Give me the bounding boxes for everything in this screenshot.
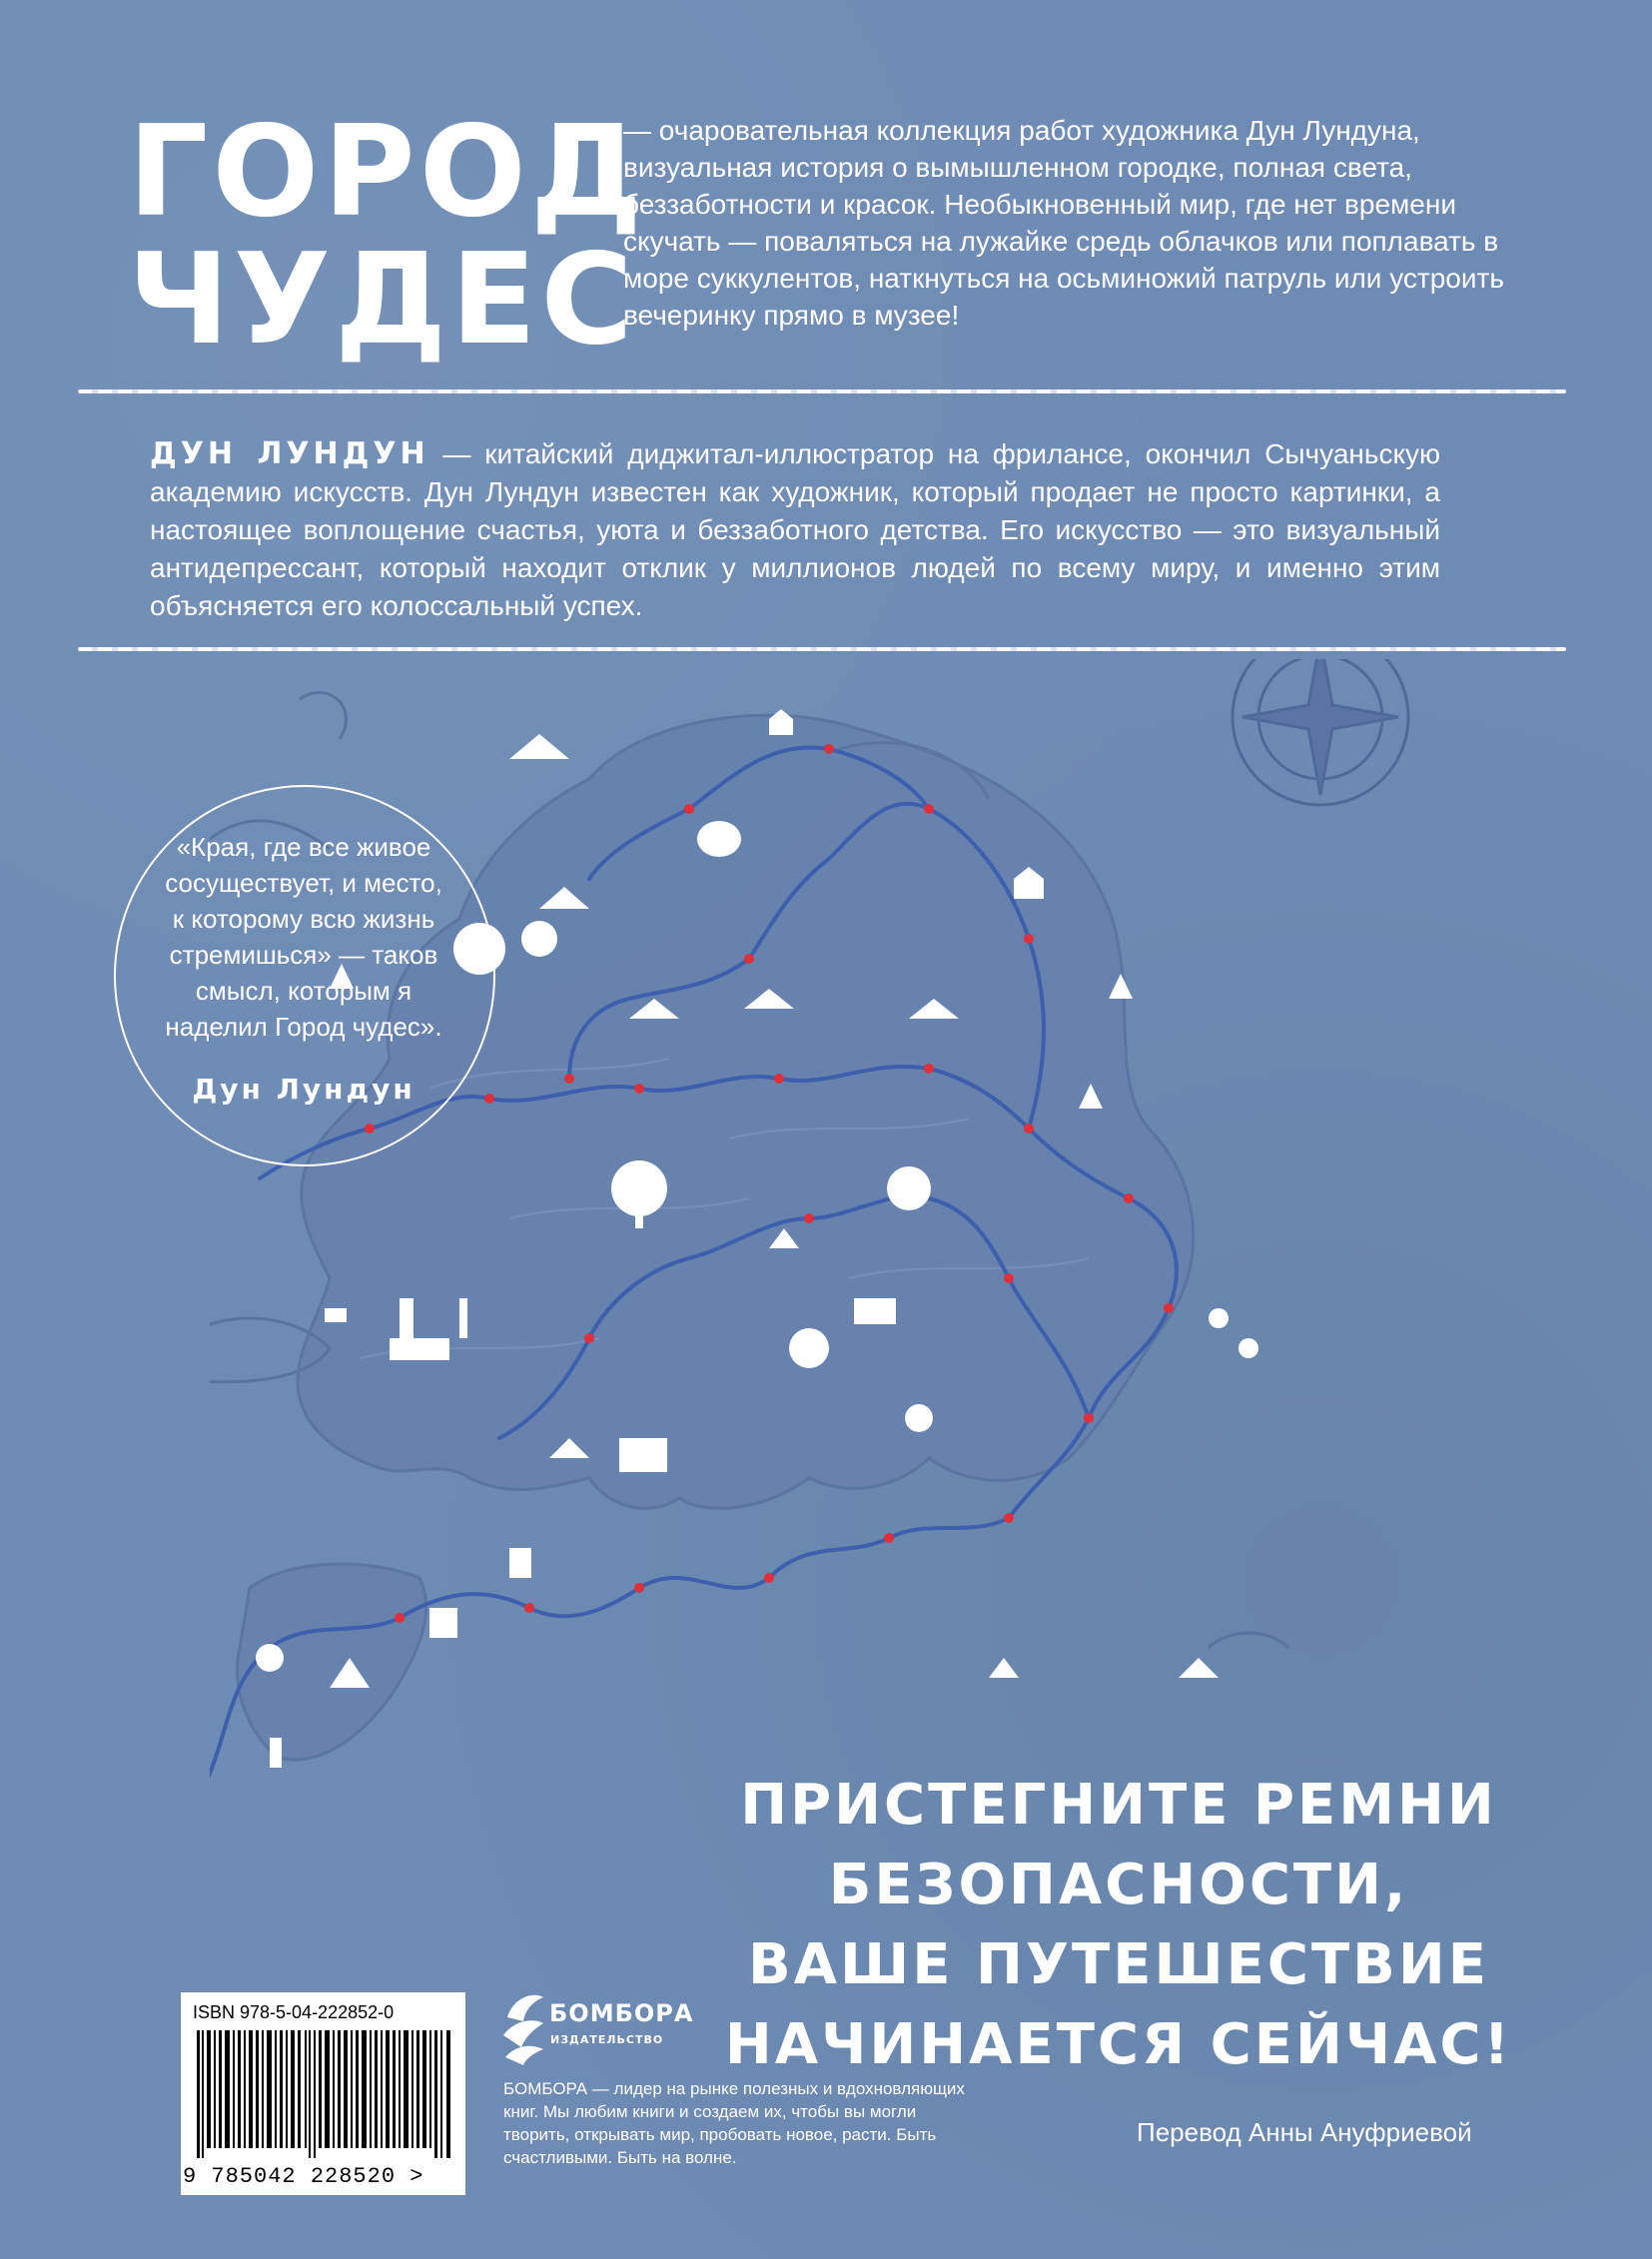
book-title-line-1: ГОРОД — [128, 98, 647, 245]
route-waypoint — [824, 744, 834, 754]
route-waypoint — [774, 1074, 784, 1084]
house-icon — [769, 719, 793, 735]
compass-icon — [1233, 659, 1408, 805]
book-description: — очаровательная коллекция работ художника Дун Лундуна, визуальная история о вымышленном городке, полная света, беззаботности и красок. Необыкновенный мир, где нет времени скучать — поваляться на лужайке средь облачков или поплавать в море суккулентов, наткнуться на осьминожий патруль или устроить вечеринку прямо в музее! — [623, 115, 1504, 331]
observatory-icon — [789, 1328, 829, 1368]
palm-tree-icon — [1239, 1338, 1258, 1358]
tree-icon — [905, 1404, 933, 1432]
palm-tree-icon — [1209, 1308, 1229, 1328]
route-waypoint — [1124, 1193, 1134, 1203]
route-waypoint — [634, 1084, 644, 1094]
tree-icon — [611, 1160, 667, 1216]
route-waypoint — [924, 804, 934, 814]
mountain-icon — [509, 734, 569, 759]
author-name: ДУН ЛУНДУН — [150, 436, 429, 471]
route-waypoint — [1024, 1124, 1034, 1133]
author-quote: «Края, где все живое сосуществует, и место, к которому всю жизнь стремишься» — таков смысл, которым я наделил Город чудес». — [165, 832, 442, 1042]
route-waypoint — [395, 1613, 405, 1623]
rock-icon — [521, 921, 557, 957]
author-bio — [150, 435, 1440, 625]
hot-air-balloon-icon — [697, 821, 741, 857]
house-icon — [325, 1308, 347, 1322]
barcode-number: 9 785042 228520 > — [183, 2164, 424, 2189]
lighthouse-icon — [400, 1298, 413, 1338]
route-waypoint — [804, 1213, 814, 1223]
route-waypoint — [1004, 1513, 1014, 1523]
slogan-line-3: ВАШЕ ПУТЕШЕСТВИЕ — [748, 1932, 1489, 1997]
mushroom-icon — [256, 1644, 284, 1672]
route-waypoint — [764, 1573, 774, 1583]
publisher-logo-subtitle: ИЗДАТЕЛЬСТВО — [550, 2033, 664, 2046]
route-waypoint — [564, 1074, 574, 1084]
route-waypoint — [1024, 934, 1034, 944]
route-waypoint — [884, 1533, 894, 1543]
barcode-bars — [197, 2030, 452, 2158]
house-icon — [1014, 879, 1044, 899]
book-title-line-2: ЧУДЕС — [128, 226, 637, 373]
route-waypoint — [684, 804, 694, 814]
lighthouse-icon — [270, 1738, 282, 1768]
book-title — [128, 98, 647, 373]
quote-author: Дун Лундун — [192, 1073, 415, 1106]
route-waypoint — [634, 1583, 644, 1593]
route-waypoint — [1004, 1273, 1014, 1283]
route-waypoint — [484, 1094, 494, 1104]
building-icon — [390, 1338, 449, 1360]
barcode — [181, 1992, 465, 2195]
tower-icon — [459, 1298, 467, 1338]
route-waypoint — [1084, 1413, 1094, 1423]
route-waypoint — [744, 954, 754, 964]
building-icon — [509, 1548, 531, 1578]
slogan — [699, 1766, 1538, 2085]
translator-credit: Перевод Анны Ануфриевой — [1137, 2117, 1472, 2147]
divider-middle — [78, 647, 1566, 651]
route-waypoint — [584, 1333, 594, 1343]
sailboat-icon — [989, 1658, 1019, 1678]
author-bio-text: — китайский диджитал-иллюстратор на фрилансе, окончил Сычуаньскую академию искусств. Дун Лундун известен как художник, который продает не просто картинки, а настоящее воплощение счастья, уюта и беззаботного детства. Его искусство — это визуальный антидепрессант, который находит отклик у миллионов людей по всему миру, и именно этим объясняется его колоссальный успех. — [150, 438, 1441, 621]
divider-top — [78, 389, 1566, 393]
tree-icon — [887, 1166, 931, 1210]
tree-trunk-icon — [635, 1208, 643, 1228]
slogan-line-1: ПРИСТЕГНИТЕ РЕМНИ — [740, 1773, 1497, 1838]
route-waypoint — [1164, 1303, 1174, 1313]
house-icon — [619, 1438, 667, 1472]
house-icon — [854, 1298, 896, 1324]
publisher-description: БОМБОРА — лидер на рынке полезных и вдохновляющих книг. Мы любим книги и создаем их, чтобы вы могли творить, открывать мир, пробовать новое, расти. Быть счастливыми. Быть на волне. — [503, 2079, 965, 2167]
route-waypoint — [524, 1603, 534, 1613]
publisher-logo-name: БОМБОРА — [549, 1999, 694, 2027]
isbn-label: ISBN 978-5-04-222852-0 — [193, 2002, 395, 2022]
bridge-icon — [429, 1608, 457, 1638]
slogan-line-4: НАЧИНАЕТСЯ СЕЙЧАС! — [724, 2012, 1513, 2077]
slogan-line-2: БЕЗОПАСНОСТИ, — [828, 1853, 1409, 1917]
sailboat-icon — [1179, 1658, 1219, 1678]
route-waypoint — [924, 1064, 934, 1074]
